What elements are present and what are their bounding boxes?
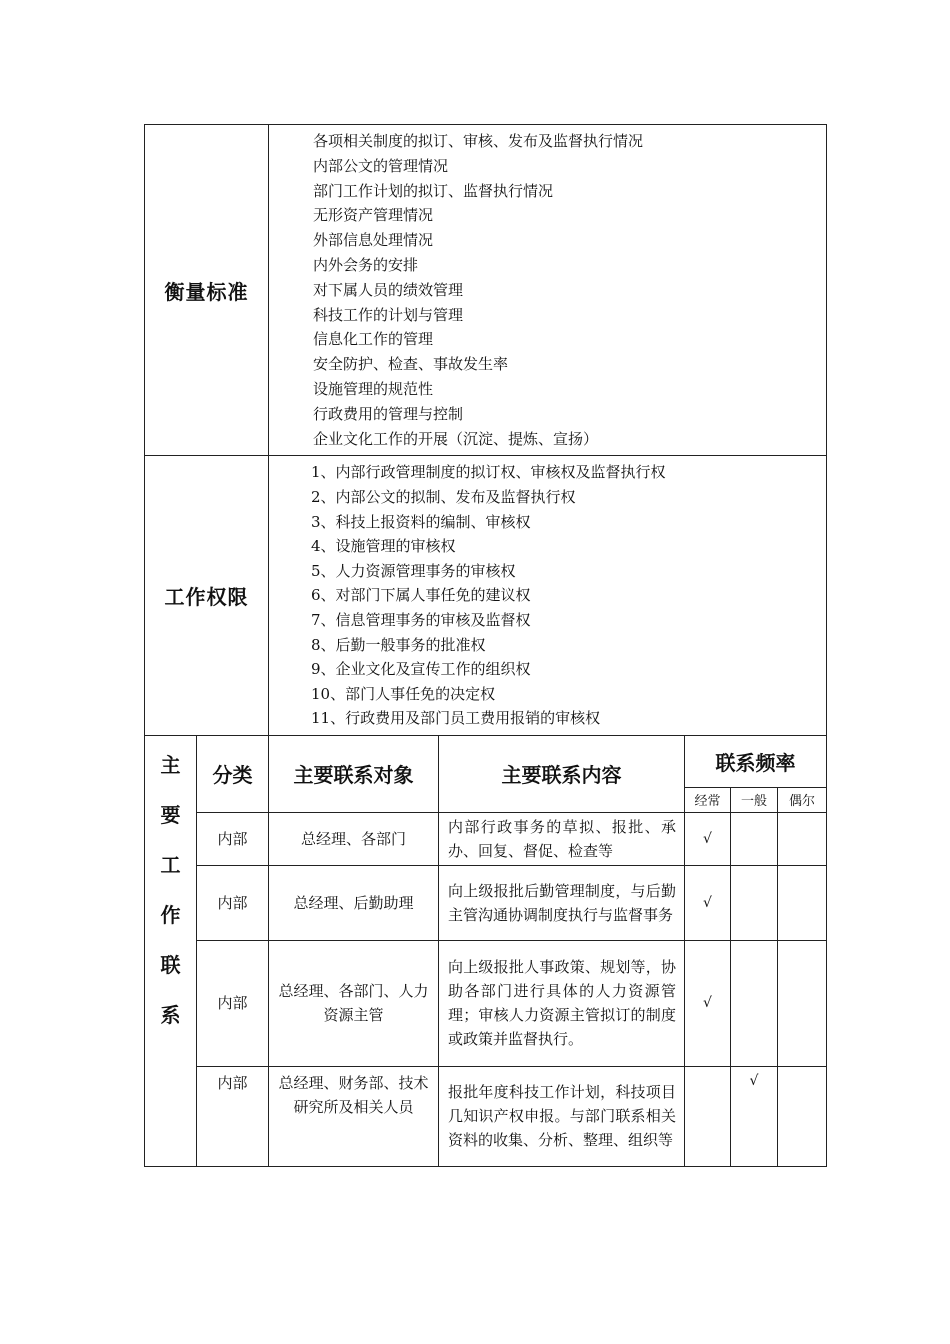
measure-item: 科技工作的计划与管理 [313, 305, 464, 324]
freq-often-header: 经常 [685, 787, 731, 812]
category-header: 分类 [197, 735, 269, 812]
authority-item: 9、企业文化及宣传工作的组织权 [311, 660, 531, 679]
row-target: 总经理、各部门 [269, 812, 439, 865]
measure-item: 信息化工作的管理 [313, 330, 434, 349]
measure-item: 安全防护、检查、事故发生率 [313, 355, 509, 374]
row-often-check [685, 1066, 731, 1166]
row-seldom-check [778, 940, 827, 1066]
measure-item: 内部公文的管理情况 [313, 156, 449, 175]
authority-item: 2、内部公文的拟制、发布及监督执行权 [311, 487, 576, 506]
table-row [145, 865, 827, 940]
row-normal-check: √ [731, 1066, 778, 1166]
authority-row [145, 456, 827, 736]
row-target: 总经理、后勤助理 [269, 865, 439, 940]
row-normal-check [731, 940, 778, 1066]
authority-item: 10、部门人事任免的决定权 [311, 684, 496, 703]
table-row [145, 1066, 827, 1166]
authority-item: 8、后勤一般事务的批准权 [311, 635, 486, 654]
row-normal-check [731, 865, 778, 940]
row-often-check: √ [685, 940, 731, 1066]
contacts-header-row [145, 735, 827, 787]
row-category: 内部 [197, 812, 269, 865]
content-header: 主要联系内容 [439, 735, 685, 812]
measure-label: 衡量标准 [145, 125, 269, 456]
row-category: 内部 [197, 940, 269, 1066]
row-normal-check [731, 812, 778, 865]
row-category: 内部 [197, 1066, 269, 1166]
table-row [145, 812, 827, 865]
measure-item: 无形资产管理情况 [313, 206, 434, 225]
row-content: 内部行政事务的草拟、报批、承办、回复、督促、检查等 [439, 812, 685, 865]
measure-item: 企业文化工作的开展（沉淀、提炼、宣扬） [313, 429, 599, 448]
row-content: 报批年度科技工作计划，科技项目几知识产权申报。与部门联系相关资料的收集、分析、整理、组织等 [439, 1066, 685, 1166]
row-target: 总经理、财务部、技术研究所及相关人员 [269, 1066, 439, 1166]
measure-item: 各项相关制度的拟订、审核、发布及监督执行情况 [313, 132, 644, 150]
contacts-side-label: 主 要 工 作 联 系 [145, 735, 197, 1166]
authority-item: 5、人力资源管理事务的审核权 [311, 561, 516, 580]
authority-label: 工作权限 [145, 456, 269, 736]
row-often-check: √ [685, 865, 731, 940]
row-seldom-check [778, 812, 827, 865]
row-target: 总经理、各部门、人力资源主管 [269, 940, 439, 1066]
measure-list [269, 125, 827, 456]
row-often-check: √ [685, 812, 731, 865]
authority-item: 7、信息管理事务的审核及监督权 [311, 610, 531, 629]
authority-item: 4、设施管理的审核权 [311, 537, 456, 556]
authority-list [269, 456, 827, 736]
row-seldom-check [778, 1066, 827, 1166]
measure-item: 行政费用的管理与控制 [313, 404, 464, 423]
measure-item: 对下属人员的绩效管理 [313, 280, 464, 299]
authority-item: 3、科技上报资料的编制、审核权 [311, 512, 531, 531]
target-header: 主要联系对象 [269, 735, 439, 812]
row-category: 内部 [197, 865, 269, 940]
authority-item: 1、内部行政管理制度的拟订权、审核权及监督执行权 [311, 463, 666, 482]
freq-seldom-header: 偶尔 [778, 787, 827, 812]
authority-item: 6、对部门下属人事任免的建议权 [311, 586, 531, 605]
measure-item: 内外会务的安排 [313, 255, 419, 274]
measure-item: 外部信息处理情况 [313, 231, 434, 250]
measure-row [145, 125, 827, 456]
row-seldom-check [778, 865, 827, 940]
table-row [145, 940, 827, 1066]
frequency-header: 联系频率 [685, 735, 827, 787]
job-description-table [144, 124, 827, 1167]
row-content: 向上级报批后勤管理制度，与后勤主管沟通协调制度执行与监督事务 [439, 865, 685, 940]
row-content: 向上级报批人事政策、规划等，协助各部门进行具体的人力资源管理；审核人力资源主管拟订的制度或政策并监督执行。 [439, 940, 685, 1066]
measure-item: 部门工作计划的拟订、监督执行情况 [313, 181, 554, 200]
measure-item: 设施管理的规范性 [313, 379, 434, 398]
authority-item: 11、行政费用及部门员工费用报销的审核权 [311, 709, 601, 728]
freq-normal-header: 一般 [731, 787, 778, 812]
